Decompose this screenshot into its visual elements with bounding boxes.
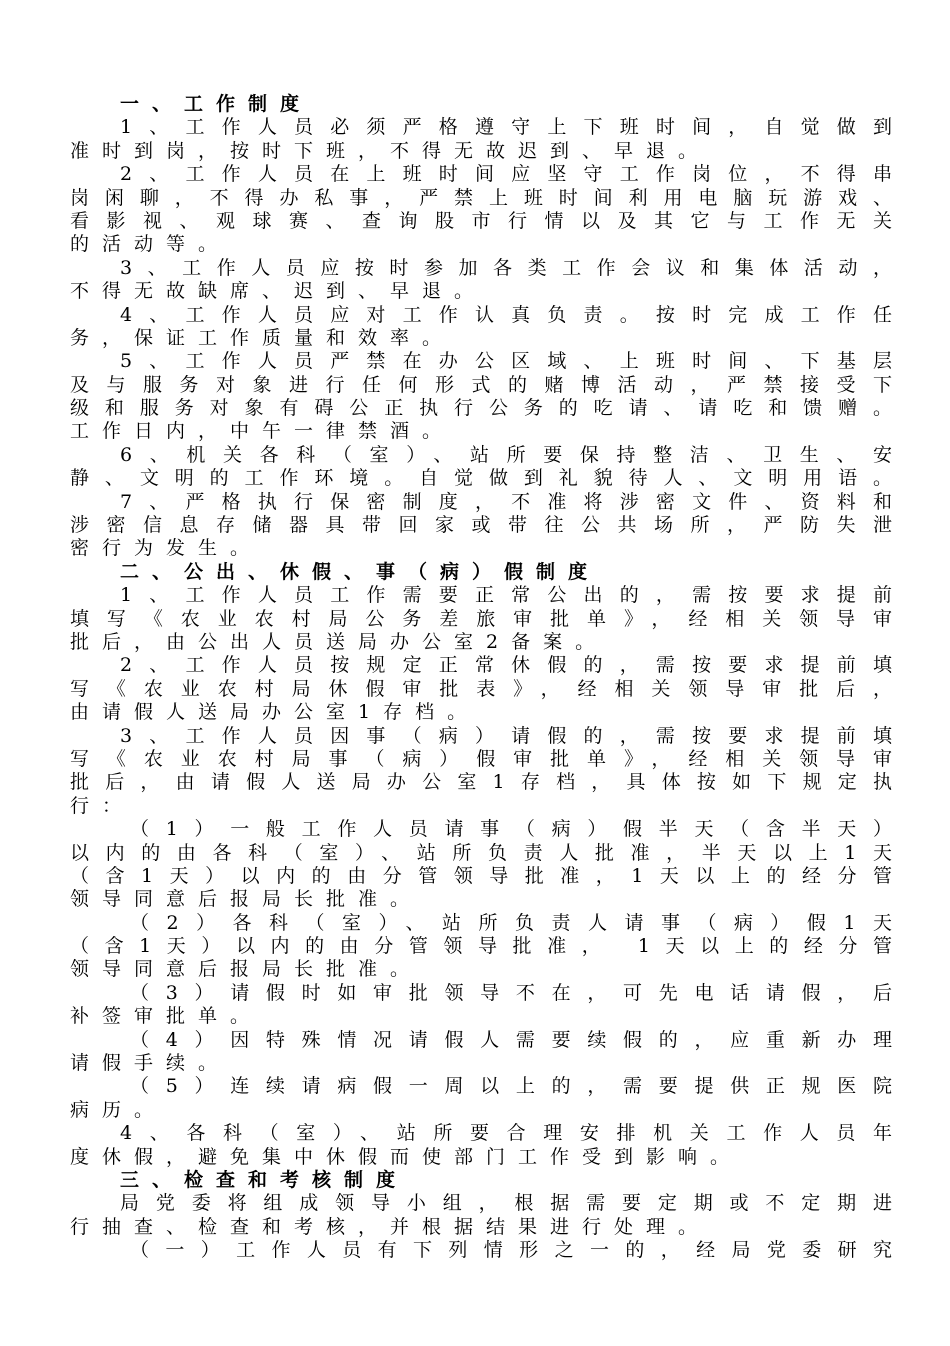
text-line: 领导同意后报局长批准。 <box>70 958 423 981</box>
text-line: 行抽查、检查和考核，并根据结果进行处理。 <box>70 1215 711 1238</box>
text-line: 务，保证工作质量和效率。 <box>70 326 455 349</box>
text-line: 度休假，避免集中休假而使部门工作受到影响。 <box>70 1145 743 1168</box>
text-line: （5）连续请病假一周以上的，需要提供正规医院 <box>130 1075 892 1098</box>
text-line: 静、文明的工作环境。自觉做到礼貌待人、文明用语。 <box>70 467 892 490</box>
text-line: （1）一般工作人员请事（病）假半天（含半天） <box>130 818 892 841</box>
text-line: 岗闲聊，不得办私事，严禁上班时间利用电脑玩游戏、 <box>70 186 892 209</box>
text-line: 看影视、观球赛、查询股市行情以及其它与工作无关 <box>70 209 892 232</box>
text-line: 写《农业农村局事（病）假审批单》，经相关领导审 <box>70 747 892 770</box>
section-heading: 一、工作制度 <box>120 93 313 115</box>
text-line: 3、工作人员因事（病）请假的，需按要求提前填 <box>120 724 892 747</box>
text-line: 密行为发生。 <box>70 537 263 560</box>
text-line: 4、工作人员应对工作认真负责。按时完成工作任 <box>120 303 892 326</box>
text-line: 7、严格执行保密制度，不准将涉密文件、资料和 <box>120 490 892 513</box>
text-line: 以内的由各科（室）、站所负责人批准，半天以上1天 <box>70 841 892 864</box>
text-line: （2）各科（室）、站所负责人请事（病）假1天 <box>130 911 892 934</box>
text-line: 批后，由公出人员送局办公室2备案。 <box>70 630 608 653</box>
text-line: 涉密信息存储器具带回家或带往公共场所，严防失泄 <box>70 514 892 537</box>
text-line: 的活动等。 <box>70 233 231 256</box>
text-line: 6、机关各科（室）、站所要保持整洁、卫生、安 <box>120 443 892 466</box>
text-line: 1、工作人员必须严格遵守上下班时间，自觉做到 <box>120 116 892 139</box>
text-line: （含1天）以内的由分管领导批准， 1天以上的经分管 <box>70 935 892 958</box>
text-line: 1、工作人员工作需要正常公出的，需按要求提前 <box>120 584 892 607</box>
text-line: 准时到岗，按时下班，不得无故迟到、早退。 <box>70 139 711 162</box>
text-line: 不得无故缺席、迟到、早退。 <box>70 280 487 303</box>
text-line: 3、工作人员应按时参加各类工作会议和集体活动， <box>120 256 892 279</box>
section-heading: 三、检查和考核制度 <box>120 1168 409 1191</box>
text-line: 领导同意后报局长批准。 <box>70 888 423 911</box>
text-line: 写《农业农村局休假审批表》，经相关领导审批后， <box>70 677 892 700</box>
document-body <box>70 93 892 1263</box>
section-heading: 二、公出、休假、事（病）假制度 <box>120 560 601 583</box>
text-line: 补签审批单。 <box>70 1005 263 1028</box>
text-line: 由请假人送局办公室1存档。 <box>70 701 480 724</box>
text-line: （3）请假时如审批领导不在，可先电话请假，后 <box>130 981 892 1004</box>
text-line: （含1天）以内的由分管领导批准，1天以上的经分管 <box>70 864 892 887</box>
text-line: 工作日内，中午一律禁酒。 <box>70 420 455 443</box>
text-line: 及与服务对象进行任何形式的赌博活动，严禁接受下 <box>70 373 892 396</box>
text-line: （一）工作人员有下列情形之一的，经局党委研究 <box>130 1239 892 1262</box>
text-line: 4、各科（室）、站所要合理安排机关工作人员年 <box>120 1122 892 1145</box>
text-line: 填写《农业农村局公务差旅审批单》，经相关领导审 <box>70 607 892 630</box>
text-line: 级和服务对象有碍公正执行公务的吃请、请吃和馈赠。 <box>70 397 892 420</box>
text-line: 2、工作人员按规定正常休假的，需按要求提前填 <box>120 654 892 677</box>
text-line: 请假手续。 <box>70 1052 231 1075</box>
text-line: 局党委将组成领导小组，根据需要定期或不定期进 <box>120 1192 892 1215</box>
text-line: 2、工作人员在上班时间应坚守工作岗位，不得串 <box>120 163 892 186</box>
text-line: （4）因特殊情况请假人需要续假的，应重新办理 <box>130 1028 892 1051</box>
text-line: 5、工作人员严禁在办公区域、上班时间、下基层 <box>120 350 892 373</box>
text-line: 行： <box>70 794 135 817</box>
text-line: 病历。 <box>70 1098 167 1121</box>
text-line: 批后，由请假人送局办公室1存档，具体按如下规定执 <box>70 771 892 794</box>
